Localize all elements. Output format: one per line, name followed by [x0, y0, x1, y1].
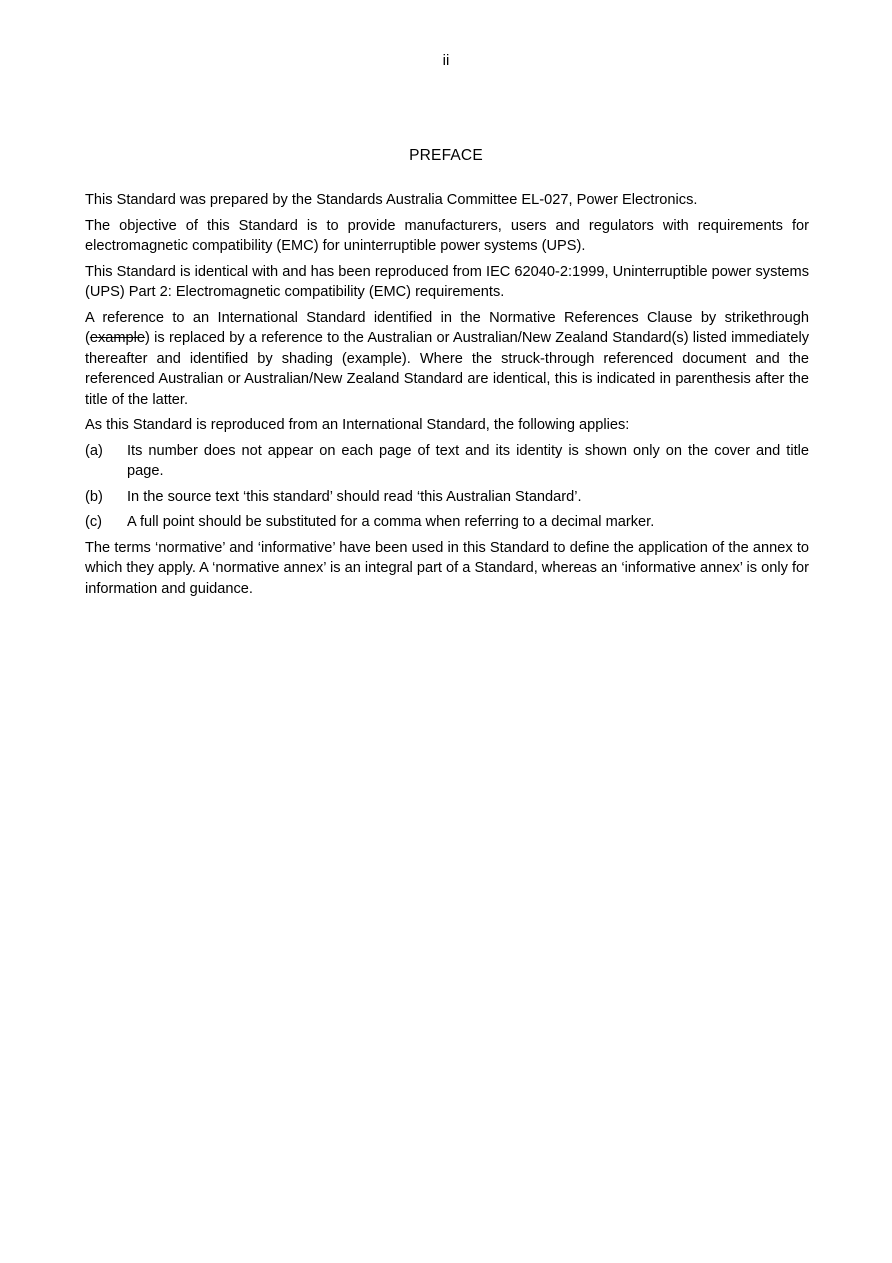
list-item: [85, 512, 809, 533]
list-item-text: Its number does not appear on each page of text and its identity is shown only on the cover and title page.: [127, 442, 809, 479]
list-item-text: A full point should be substituted for a comma when referring to a decimal marker.: [127, 514, 655, 530]
list-item-text: In the source text ‘this standard’ should read ‘this Australian Standard’.: [127, 488, 582, 505]
paragraph-normative-informative: The terms ‘normative’ and ‘informative’ have been used in this Standard to define the application of the annex to which they apply. A ‘normative annex’ is an integral part of a Standard, whereas an ‘informative annex’ is only for information and guidance.: [85, 539, 809, 597]
paragraph-reference-convention: [85, 308, 809, 411]
list-item: [85, 487, 809, 508]
paragraph-applies: As this Standard is reproduced from an International Standard, the following applies:: [85, 417, 630, 433]
paragraph-committee: This Standard was prepared by the Standards Australia Committee EL-027, Power Electronics.: [85, 192, 698, 208]
list-item: [85, 441, 809, 482]
page-number: ii: [442, 52, 450, 69]
list-item-label: (b): [85, 488, 103, 505]
reference-text-before: A reference to an International Standard identified in the Normative References Clause by strikethrough (: [85, 309, 809, 346]
struck-example: example: [89, 330, 146, 346]
paragraph-objective: The objective of this Standard is to provide manufacturers, users and regulators with requirements for electromagnetic compatibility (EMC) for uninterruptible power systems (UPS).: [85, 217, 809, 254]
paragraph-identical: This Standard is identical with and has been reproduced from IEC 62040-2:1999, Uninterruptible power systems (UPS) Part 2: Electromagnetic compatibility (EMC) requirements.: [85, 263, 809, 300]
list-item-label: (c): [85, 514, 103, 530]
reference-text-after: ) is replaced by a reference to the Australian or Australian/New Zealand Standard(s) listed immediately thereafter and identified by shading (example). Where the struck-through referenced document and the referenced Australian or Australian/New Zealand Standard are identical, this is indicated in parenthesis after the title of the latter.: [85, 330, 809, 408]
section-heading-preface: PREFACE: [409, 147, 483, 164]
list-item-label: (a): [85, 442, 103, 459]
preface-body: [85, 190, 809, 604]
